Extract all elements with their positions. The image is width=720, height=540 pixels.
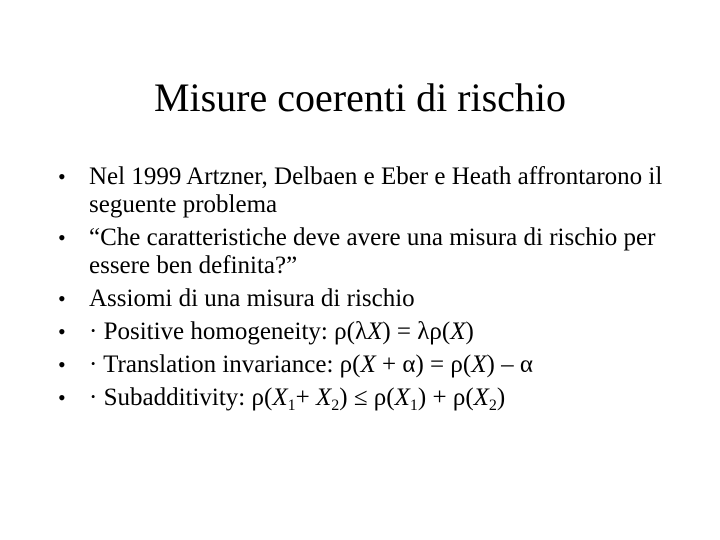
bullet-text: Nel 1999 Artzner, Delbaen e Eber e Heath affrontarono il seguente problema — [89, 163, 663, 218]
formula-subscript: 1 — [409, 397, 418, 414]
formula-variable: X — [272, 384, 288, 411]
formula-lambda: λ — [354, 318, 368, 345]
formula-minus: – — [494, 351, 520, 378]
formula-paren: ( — [441, 318, 451, 345]
formula-rho: ρ — [450, 351, 463, 378]
formula-variable: X — [450, 318, 466, 345]
formula-subscript: 2 — [488, 397, 497, 414]
formula-variable: X — [315, 384, 332, 411]
formula-alpha: α — [402, 351, 416, 378]
bullet-dot: • — [58, 385, 66, 410]
formula-variable: X — [471, 351, 487, 378]
bullet-text — [89, 351, 698, 379]
formula-variable: X — [473, 384, 489, 411]
formula-paren: ( — [462, 351, 472, 378]
formula-plus: + — [375, 351, 403, 378]
formula-paren: ( — [352, 351, 361, 378]
formula-paren: ( — [386, 384, 395, 411]
bullet-dot: • — [58, 286, 66, 311]
bullet-item-2 — [58, 224, 698, 280]
formula-rho: ρ — [373, 384, 387, 411]
formula-rho: ρ — [339, 351, 353, 378]
bullet-item-subadditivity — [58, 384, 698, 412]
formula-variable: X — [394, 384, 410, 411]
formula-plus: + — [295, 384, 316, 411]
bullet-dot: • — [58, 319, 66, 344]
formula-alpha: α — [519, 351, 533, 378]
bullet-item-translation-invariance — [58, 351, 698, 379]
formula-leq: ≤ — [347, 384, 374, 411]
axiom-label: · Subadditivity: — [89, 384, 252, 411]
formula-paren: ) — [417, 384, 427, 411]
formula-paren: ( — [465, 384, 474, 411]
formula-paren: ) — [465, 318, 474, 345]
bullet-text — [89, 318, 698, 346]
bullet-item-3 — [58, 285, 698, 313]
bullet-text: Assiomi di una misura di rischio — [89, 285, 415, 312]
bullet-text — [89, 384, 698, 412]
bullet-dot: • — [58, 225, 66, 250]
axiom-label: · Positive homogeneity: — [89, 318, 335, 345]
formula-subscript: 2 — [331, 397, 340, 414]
formula-rho: ρ — [429, 318, 442, 345]
formula-paren: ( — [346, 318, 355, 345]
bullet-dot: • — [58, 164, 66, 189]
axiom-label: · Translation invariance: — [89, 351, 340, 378]
formula-paren: ) — [486, 351, 495, 378]
formula-rho: ρ — [251, 384, 264, 411]
formula-paren: ( — [263, 384, 273, 411]
formula-paren: ) — [415, 351, 424, 378]
formula-plus: + — [426, 384, 453, 411]
formula-rho: ρ — [334, 318, 347, 345]
formula-rho: ρ — [452, 384, 466, 411]
bullet-item-1 — [58, 163, 698, 219]
slide-title: Misure coerenti di rischio — [153, 75, 567, 120]
formula-subscript: 1 — [287, 397, 296, 414]
formula-equals: = — [423, 351, 451, 378]
formula-variable: X — [360, 351, 376, 378]
bullet-list — [58, 163, 698, 417]
bullet-text: “Che caratteristiche deve avere una misura di rischio per essere ben definita?” — [89, 224, 656, 279]
formula-equals: = — [390, 318, 418, 345]
bullet-item-positive-homogeneity — [58, 318, 698, 346]
formula-paren: ) — [382, 318, 391, 345]
bullet-dot: • — [58, 352, 66, 377]
formula-paren: ) — [496, 384, 506, 411]
formula-lambda: λ — [417, 318, 430, 345]
formula-variable: X — [367, 318, 383, 345]
formula-paren: ) — [339, 384, 348, 411]
